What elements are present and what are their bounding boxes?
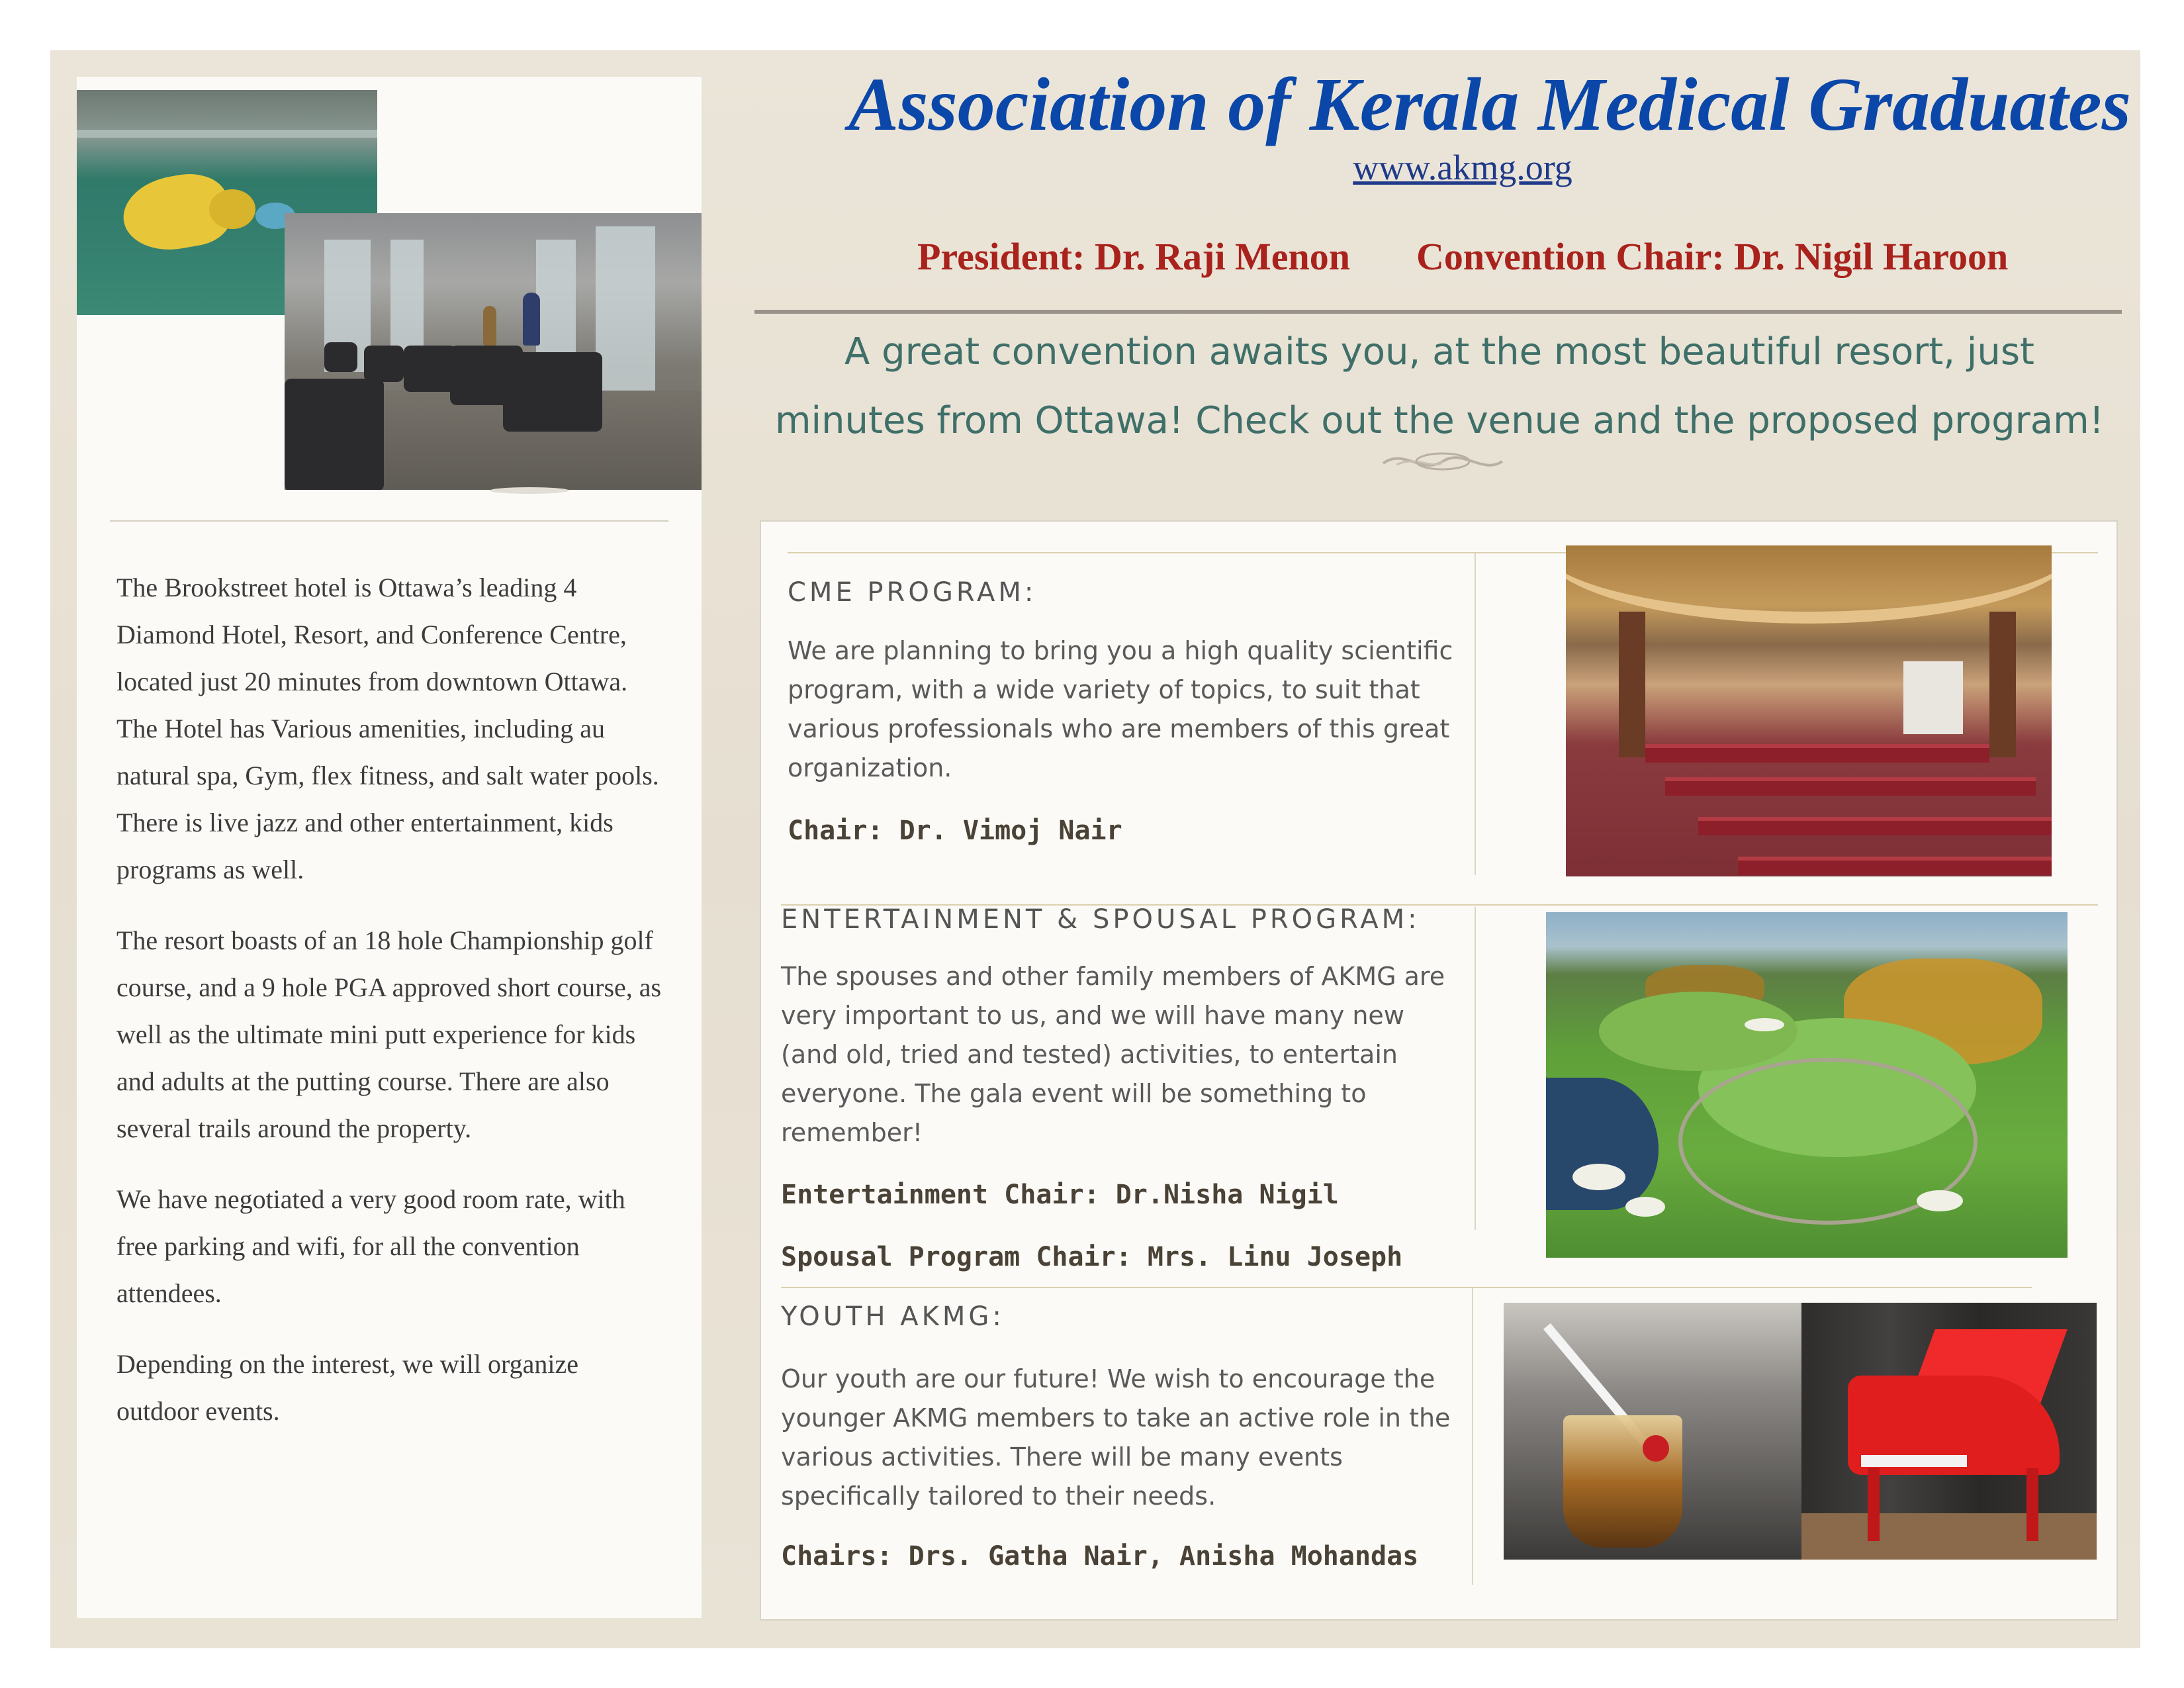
youth-vertical-line bbox=[1472, 1288, 1473, 1585]
cme-heading: CME PROGRAM: bbox=[788, 577, 1037, 608]
photo-shadow bbox=[490, 487, 569, 494]
cme-body: We are planning to bring you a high quality scientific program, with a wide variety of topics, to suit that various professionals who are members of this great organization. bbox=[788, 636, 1453, 782]
convention-chair-label: Convention Chair: Dr. Nigil Haroon bbox=[1416, 235, 2009, 278]
golf-course-photo bbox=[1546, 912, 2068, 1258]
youth-chair: Chairs: Drs. Gatha Nair, Anisha Mohandas bbox=[781, 1541, 1419, 1571]
flourish-ornament bbox=[1377, 445, 1509, 478]
cme-chair: Chair: Dr. Vimoj Nair bbox=[788, 816, 1122, 846]
entertainment-heading: ENTERTAINMENT & SPOUSAL PROGRAM: bbox=[781, 904, 1420, 935]
cme-vertical-line bbox=[1475, 553, 1476, 875]
left-description bbox=[116, 564, 666, 1458]
header-divider bbox=[754, 310, 2122, 314]
tagline-line-2: minutes from Ottawa! Check out the venue and the proposed program! bbox=[774, 399, 2105, 442]
youth-top-line bbox=[781, 1287, 2032, 1288]
entertainment-body: The spouses and other family members of AKMG are very important to us, and we will have many new (and old, tried and tested) activities, to entertain everyone. The gala event will be something to remember! bbox=[781, 962, 1445, 1147]
entertainment-chair: Entertainment Chair: Dr.Nisha Nigil bbox=[781, 1180, 1339, 1210]
left-paragraph-1: The Brookstreet hotel is Ottawa’s leading 4 Diamond Hotel, Resort, and Conference Centre, located just 20 minutes from downtown Ottawa. The Hotel has Various amenities, including au natural spa, Gym, flex fitness, and salt water pools. There is live jazz and other entertainment, kids programs as well. bbox=[116, 573, 659, 884]
youth-heading: YOUTH AKMG: bbox=[781, 1301, 1005, 1332]
left-paragraph-3: We have negotiated a very good room rate, with free parking and wifi, for all the convention attendees. bbox=[116, 1184, 625, 1308]
tagline bbox=[761, 318, 2118, 455]
tagline-line-1: A great convention awaits you, at the most beautiful resort, just bbox=[844, 330, 2034, 373]
left-divider bbox=[110, 520, 668, 522]
president-label: President: Dr. Raji Menon bbox=[917, 235, 1351, 278]
youth-body: Our youth are our future! We wish to encourage the younger AKMG members to take an active role in the various activities. There will be many events specifically tailored to their needs. bbox=[781, 1364, 1451, 1511]
spousal-chair: Spousal Program Chair: Mrs. Linu Joseph bbox=[781, 1242, 1403, 1272]
left-paragraph-4: Depending on the interest, we will organize outdoor events. bbox=[116, 1349, 578, 1426]
red-piano-photo bbox=[1801, 1303, 2097, 1560]
ballroom-photo bbox=[1566, 545, 2052, 876]
entertainment-vertical-line bbox=[1475, 907, 1476, 1230]
gym-photo bbox=[285, 213, 702, 490]
left-paragraph-2: The resort boasts of an 18 hole Championship golf course, and a 9 hole PGA approved short course, as well as the ultimate mini putt experience for kids and adults at the putting course. There are also several trails around the property. bbox=[116, 925, 662, 1143]
drink-photo bbox=[1504, 1303, 1801, 1560]
org-title: Association of Kerala Medical Graduates bbox=[848, 62, 2131, 146]
website-link[interactable]: www.akmg.org bbox=[1353, 148, 1572, 187]
